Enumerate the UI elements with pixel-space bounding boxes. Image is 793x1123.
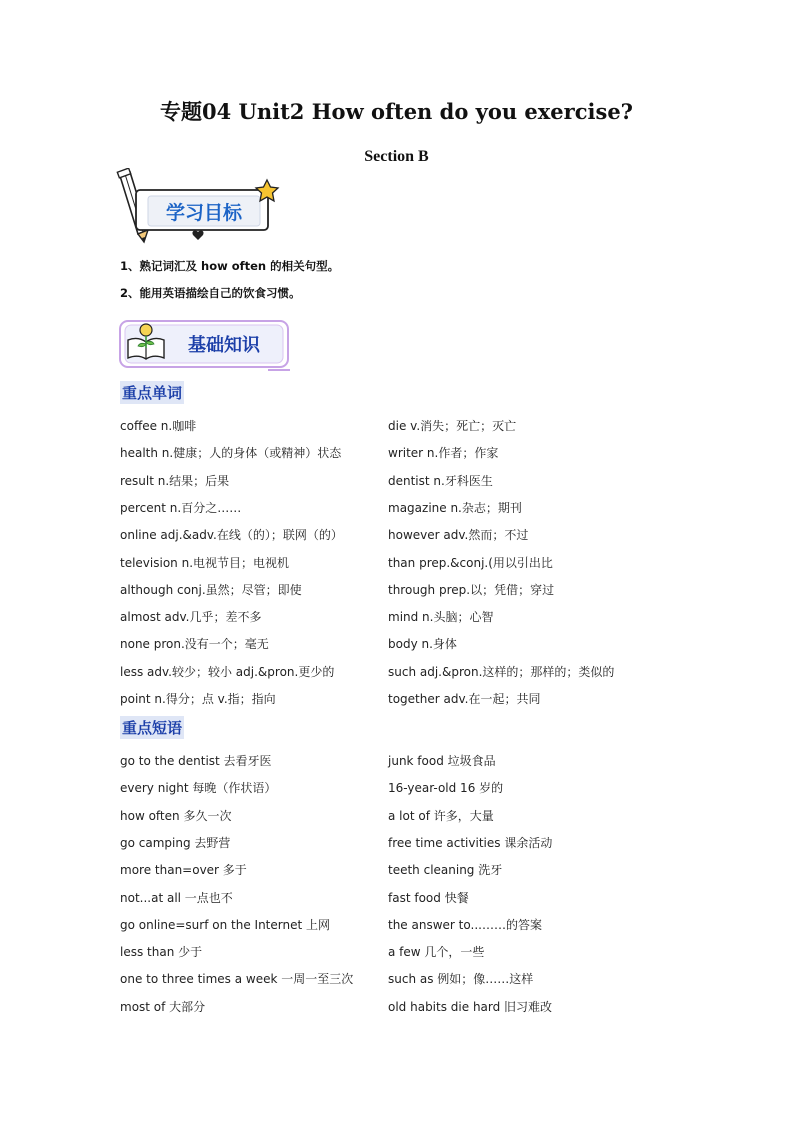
phrase-right-item: the answer to...……的答案 (388, 917, 542, 932)
phrases-heading: 重点短语 (120, 716, 184, 739)
phrase-right-item: old habits die hard 旧习难改 (388, 999, 553, 1014)
phrase-right-item: free time activities 课余活动 (388, 835, 553, 850)
phrase-left-item: every night 每晚（作状语） (120, 781, 277, 796)
vocab-left-item: television n.电视节目；电视机 (120, 555, 290, 570)
vocab-right-item: such adj.&pron.这样的；那样的；类似的 (388, 664, 615, 679)
phrase-right-item: a few 几个，一些 (388, 945, 485, 960)
phrase-right-item: fast food 快餐 (388, 890, 469, 905)
vocab-left-item: less adv.较少；较小 adj.&pron.更少的 (120, 664, 335, 679)
phrase-right-item: teeth cleaning 洗牙 (388, 863, 503, 878)
vocab-left-item: result n.结果；后果 (120, 473, 230, 488)
vocab-right-item: body n.身体 (388, 637, 457, 652)
phrase-left-item: go to the dentist 去看牙医 (120, 754, 272, 768)
vocab-left-item: online adj.&adv.在线（的）；联网（的） (120, 528, 343, 543)
phrase-left-item: go camping 去野营 (120, 835, 231, 850)
goal-item: 1、熟记词汇及 how often 的相关句型。 (120, 259, 340, 273)
learning-goals-banner (112, 168, 282, 246)
vocab-left-item: percent n.百分之…… (120, 500, 242, 515)
heart-icon (192, 231, 203, 240)
phrase-right-item: junk food 垃圾食品 (388, 754, 496, 768)
section-subtitle: Section B (364, 148, 429, 165)
vocab-left-item: coffee n.咖啡 (120, 419, 197, 433)
phrase-left-item: most of 大部分 (120, 999, 206, 1014)
phrase-left-item: less than 少于 (120, 945, 203, 960)
phrase-right-item: 16-year-old 16 岁的 (388, 781, 504, 796)
vocab-right-item: mind n.头脑；心智 (388, 610, 494, 625)
vocab-left-item: although conj.虽然；尽管；即使 (120, 582, 302, 597)
vocab-left-item: health n.健康；人的身体（或精神）状态 (120, 446, 342, 461)
goal-item: 2、能用英语描绘自己的饮食习惯。 (120, 286, 301, 300)
vocab-heading: 重点单词 (120, 381, 184, 404)
vocab-right-item: together adv.在一起；共同 (388, 692, 541, 706)
phrase-left-item: go online=surf on the Internet 上网 (120, 917, 330, 932)
vocab-left-item: almost adv.几乎；差不多 (120, 610, 262, 625)
vocab-right-item: writer n.作者；作家 (388, 446, 499, 461)
phrase-left-item: more than=over 多于 (120, 863, 247, 878)
vocab-left-item: none pron.没有一个；毫无 (120, 637, 269, 652)
learning-goals-label: 学习目标 (165, 202, 243, 224)
vocab-right-item: than prep.&conj.(用以引出比 (388, 555, 553, 570)
phrase-left-item: not...at all 一点也不 (120, 890, 233, 905)
phrase-left-item: one to three times a week 一周一至三次 (120, 972, 354, 987)
vocab-left-item: point n.得分；点 v.指；指向 (120, 692, 276, 706)
basic-knowledge-label: 基础知识 (188, 335, 260, 356)
vocab-right-item: die v.消失；死亡；灭亡 (388, 419, 517, 433)
page-title: 专题04 Unit2 How often do you exercise? (160, 99, 633, 124)
phrase-right-item: a lot of 许多，大量 (388, 808, 494, 823)
basic-knowledge-banner (118, 318, 293, 372)
vocab-right-item: dentist n.牙科医生 (388, 473, 493, 488)
vocab-right-item: magazine n.杂志；期刊 (388, 500, 522, 515)
phrase-right-item: such as 例如；像……这样 (388, 972, 534, 987)
vocab-right-item: however adv.然而；不过 (388, 528, 529, 543)
phrase-left-item: how often 多久一次 (120, 808, 232, 823)
vocab-right-item: through prep.以；凭借；穿过 (388, 582, 555, 597)
